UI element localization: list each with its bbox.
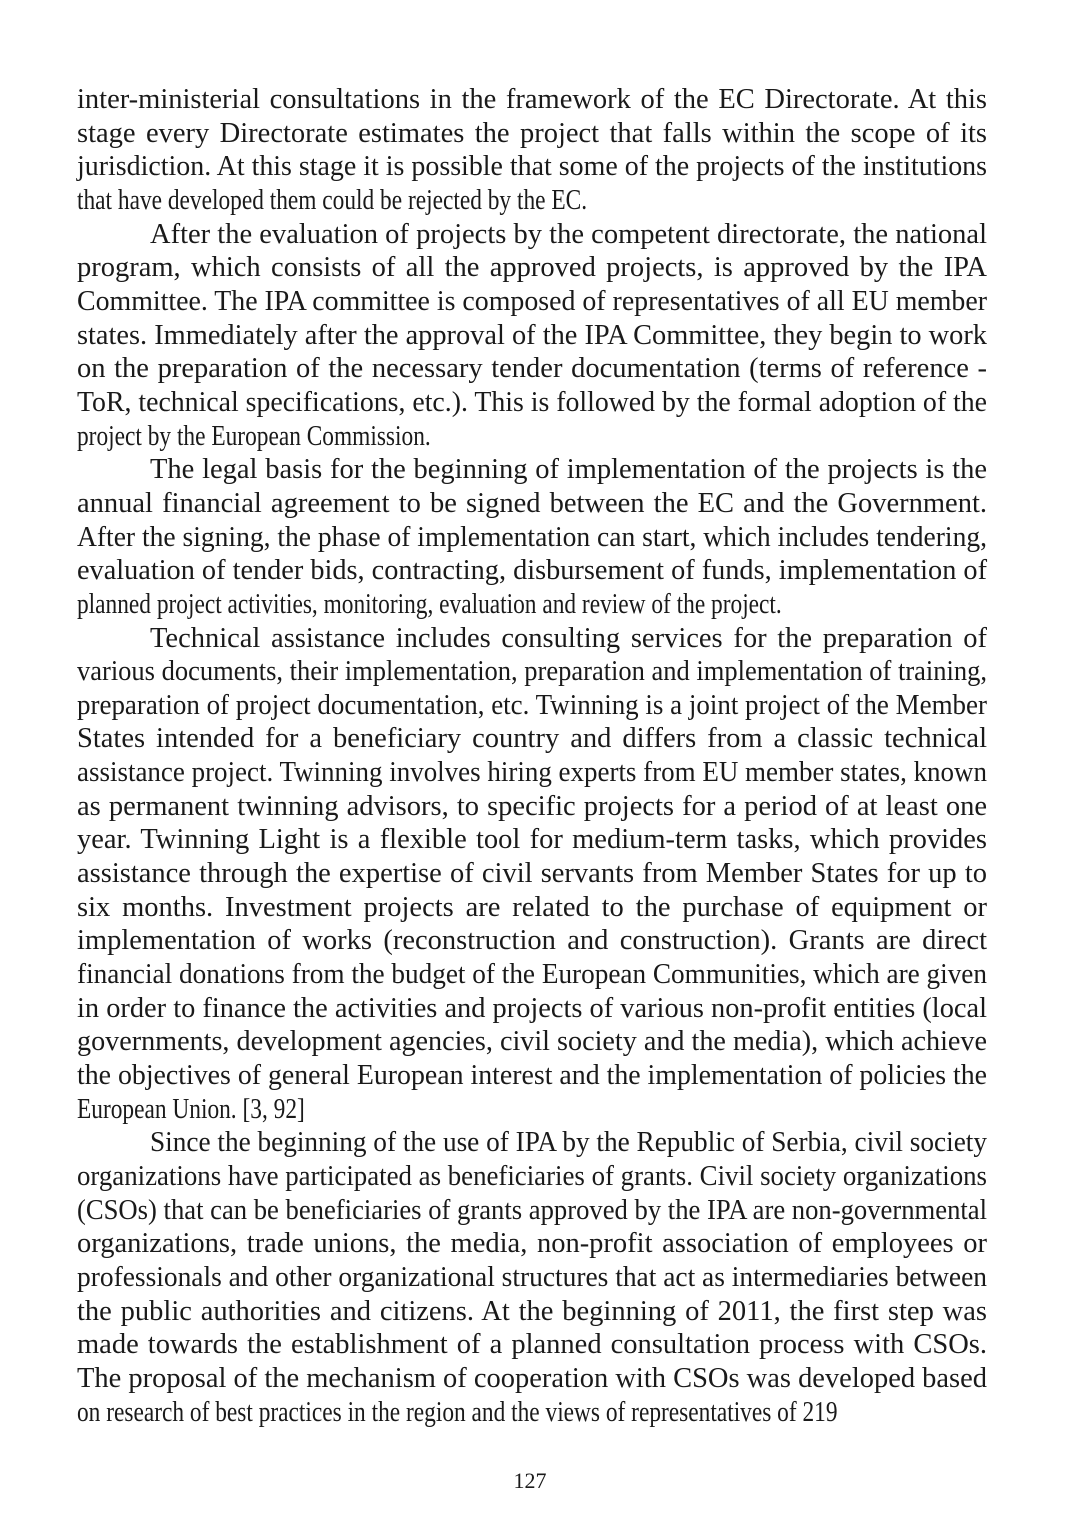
text-line: governments, development agencies, civil society and the media), which achieve <box>77 1026 987 1058</box>
text-line: the objectives of general European interest and the implementation of policies the <box>77 1060 987 1092</box>
text-line: The proposal of the mechanism of cooperation with CSOs was developed based <box>77 1362 987 1394</box>
text-line: European Union. [3, 92] <box>77 1093 305 1125</box>
text-line: Technical assistance includes consulting services for the preparation of <box>150 622 987 654</box>
text-line: inter-ministerial consultations in the framework of the EC Directorate. At this <box>77 84 987 115</box>
text-line: evaluation of tender bids, contracting, disbursement of funds, implementation of <box>77 555 987 587</box>
text-line: States intended for a beneficiary country and differs from a classic technical <box>77 723 987 755</box>
text-line: After the evaluation of projects by the competent directorate, the national <box>150 218 987 250</box>
paragraph <box>77 453 987 621</box>
text-line: Since the beginning of the use of IPA by the Republic of Serbia, civil society <box>149 1127 987 1159</box>
text-line: implementation of works (reconstruction and construction). Grants are direct <box>77 925 987 957</box>
text-line: The legal basis for the beginning of implementation of the projects is the <box>150 454 987 486</box>
body-text <box>77 83 987 1429</box>
text-line: project by the European Commission. <box>77 420 431 452</box>
text-line: that have developed them could be rejected by the EC. <box>77 184 588 216</box>
paragraph <box>77 622 987 1127</box>
text-line: on research of best practices in the region and the views of representatives of 219 <box>77 1396 838 1428</box>
text-line: organizations have participated as beneficiaries of grants. Civil society organizations <box>77 1161 987 1192</box>
text-line: ToR, technical specifications, etc.). This is followed by the formal adoption of the <box>77 386 987 418</box>
text-line: jurisdiction. At this stage it is possible that some of the projects of the institutions <box>77 151 987 183</box>
paragraph <box>77 1126 987 1429</box>
text-line: program, which consists of all the approved projects, is approved by the IPA <box>77 252 987 284</box>
text-line: (CSOs) that can be beneficiaries of grants approved by the IPA are non-governmental <box>77 1194 987 1226</box>
text-line: financial donations from the budget of the European Communities, which are given <box>77 959 987 991</box>
text-line: organizations, trade unions, the media, non-profit association of employees or <box>77 1228 987 1260</box>
text-line: made towards the establishment of a planned consultation process with CSOs. <box>77 1329 987 1361</box>
text-line: professionals and other organizational structures that act as intermediaries between <box>77 1261 987 1293</box>
text-line: in order to finance the activities and projects of various non-profit entities (local <box>77 992 987 1024</box>
text-line: states. Immediately after the approval of the IPA Committee, they begin to work <box>77 319 987 351</box>
text-line: the public authorities and citizens. At the beginning of 2011, the first step was <box>77 1295 987 1327</box>
text-line: stage every Directorate estimates the project that falls within the scope of its <box>77 117 987 149</box>
paragraph <box>77 83 987 218</box>
page-number: 127 <box>513 1468 547 1493</box>
text-line: as permanent twinning advisors, to specific projects for a period of at least one <box>77 790 987 822</box>
text-line: preparation of project documentation, etc. Twinning is a joint project of the Member <box>77 689 987 721</box>
text-line: Committee. The IPA committee is composed of representatives of all EU member <box>77 285 987 317</box>
text-line: planned project activities, monitoring, evaluation and review of the project. <box>77 588 782 620</box>
text-line: on the preparation of the necessary tender documentation (terms of reference - <box>77 353 987 385</box>
text-line: After the signing, the phase of implementation can start, which includes tendering, <box>77 521 987 553</box>
text-line: six months. Investment projects are related to the purchase of equipment or <box>77 891 987 923</box>
text-line: year. Twinning Light is a flexible tool for medium-term tasks, which provides <box>77 824 987 856</box>
text-line: assistance project. Twinning involves hiring experts from EU member states, known <box>77 757 987 789</box>
text-line: various documents, their implementation, preparation and implementation of training, <box>77 656 987 688</box>
text-line: annual financial agreement to be signed between the EC and the Government. <box>77 487 987 519</box>
paragraph <box>77 218 987 454</box>
text-line: assistance through the expertise of civil servants from Member States for up to <box>77 858 987 890</box>
